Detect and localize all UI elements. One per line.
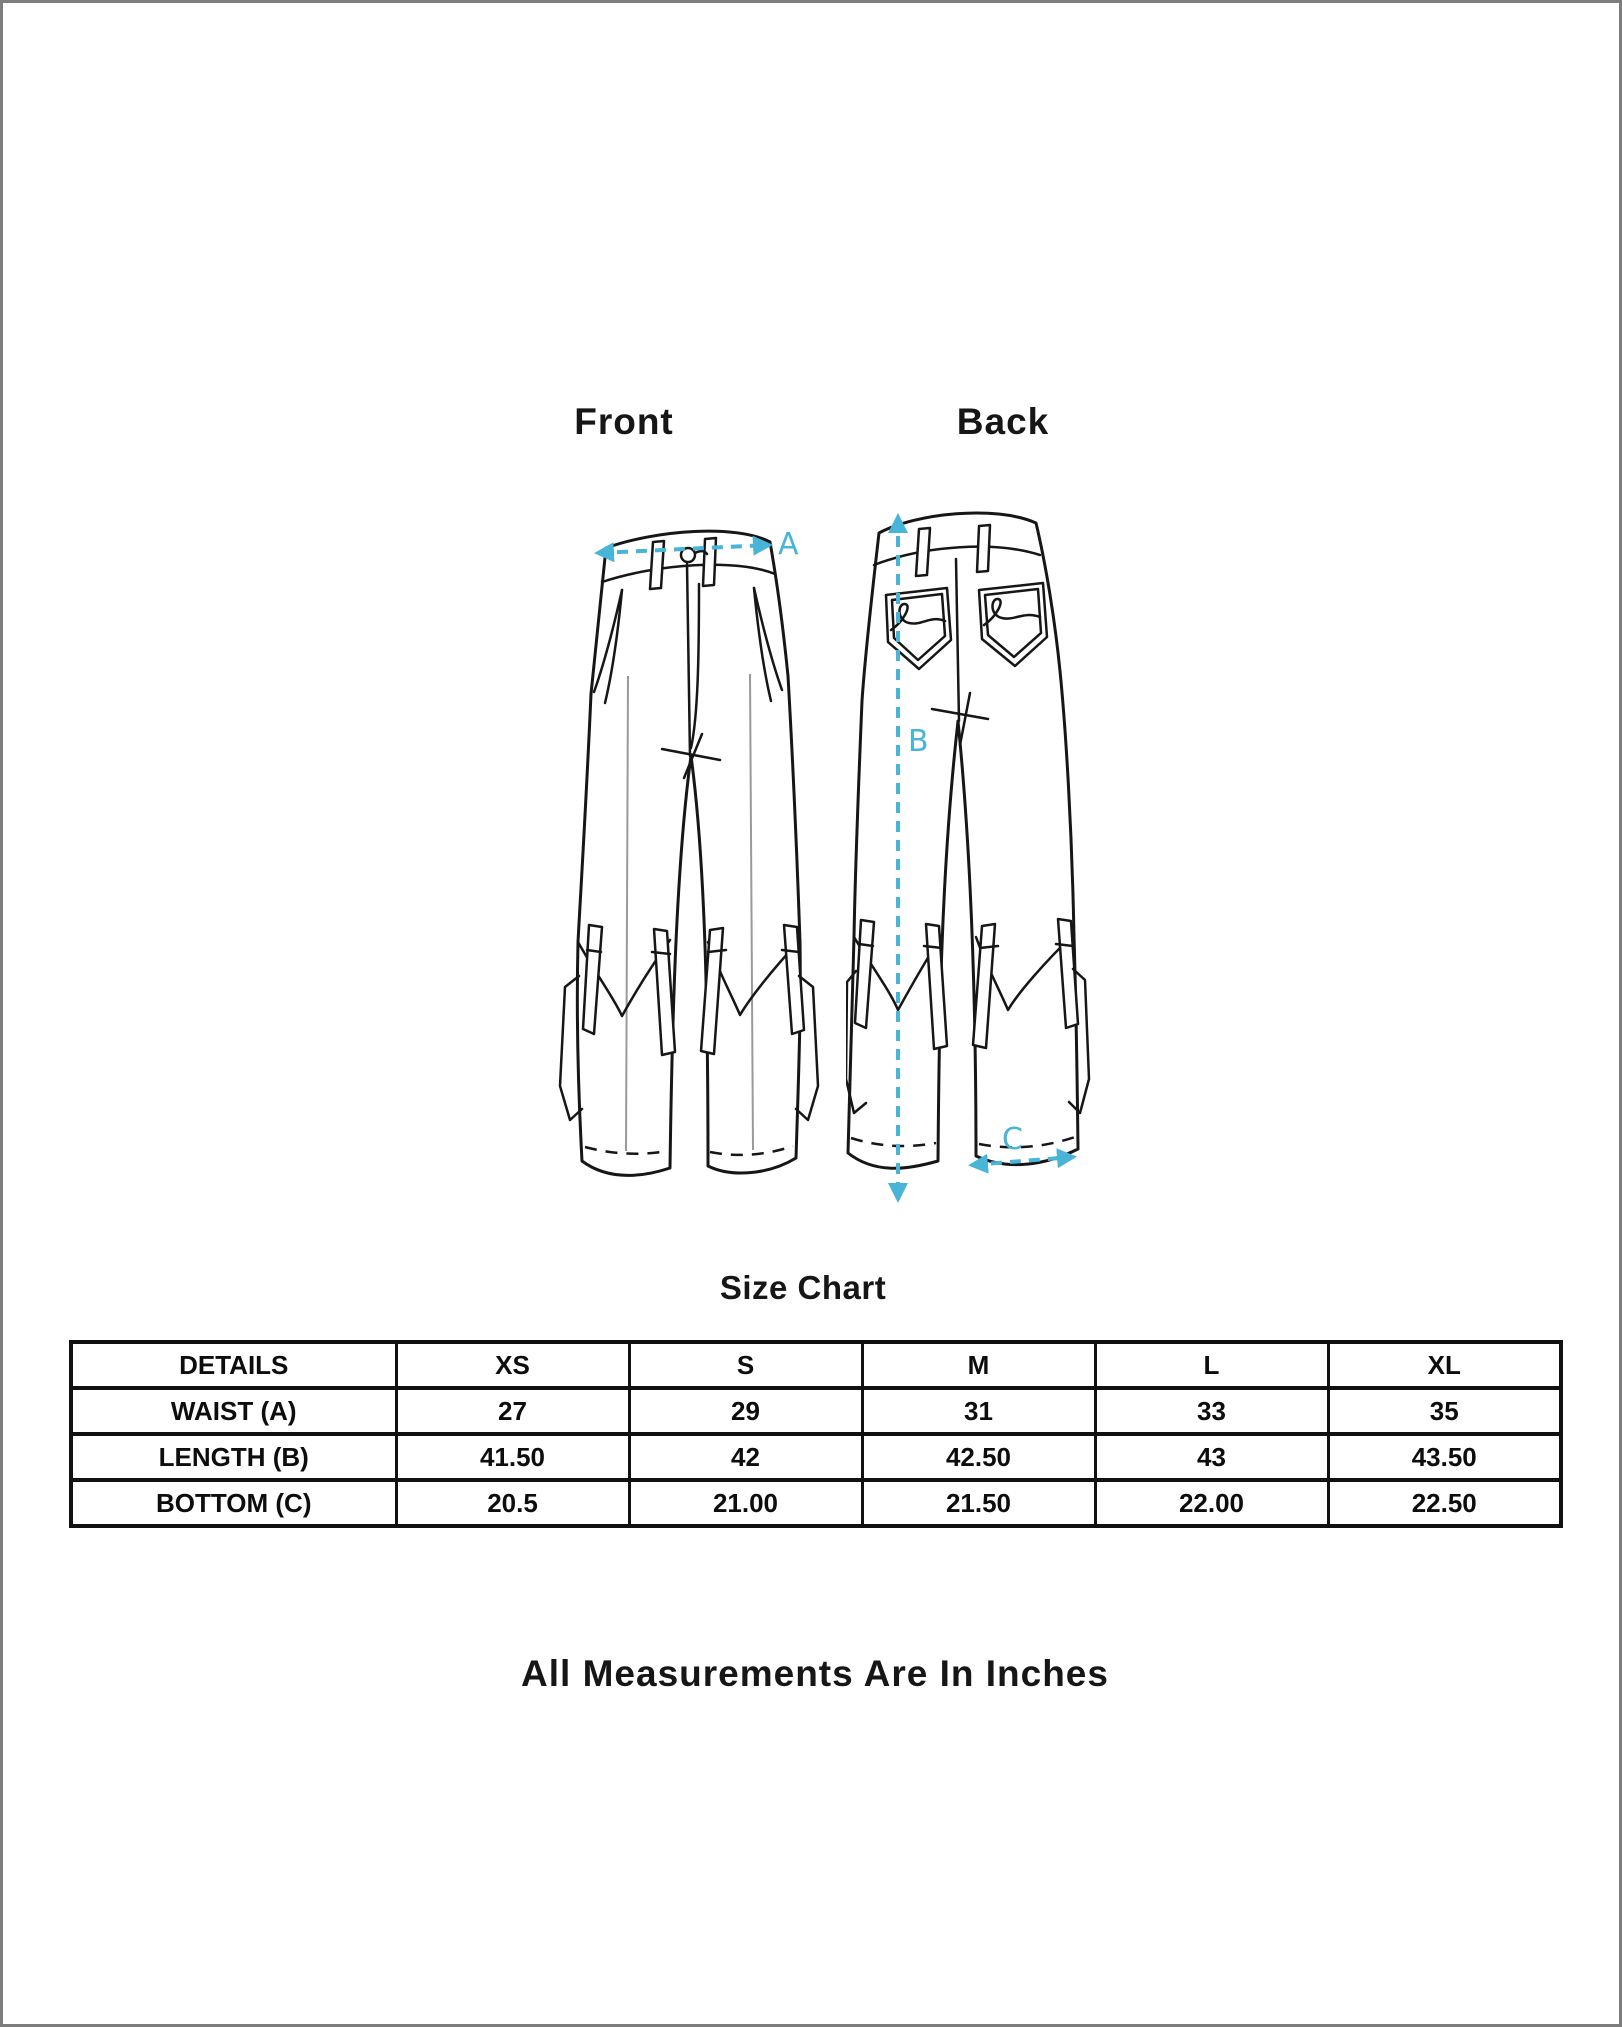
size-chart-title: Size Chart bbox=[719, 1269, 887, 1306]
table-cell: 20.5 bbox=[396, 1480, 629, 1526]
row-label-cell: BOTTOM (C) bbox=[71, 1480, 396, 1526]
table-cell: 31 bbox=[862, 1388, 1095, 1434]
measure-b-label: B bbox=[908, 724, 929, 759]
table-header-cell: M bbox=[862, 1342, 1095, 1388]
table-cell: 33 bbox=[1095, 1388, 1328, 1434]
front-pants-diagram bbox=[556, 506, 832, 1212]
table-cell: 27 bbox=[396, 1388, 629, 1434]
table-header-cell: XL bbox=[1328, 1342, 1561, 1388]
front-view-label: Front bbox=[574, 401, 674, 442]
measure-c-label: C bbox=[1002, 1122, 1023, 1157]
back-pants-diagram bbox=[846, 501, 1128, 1213]
table-cell: 43 bbox=[1095, 1434, 1328, 1480]
measure-a-label: A bbox=[778, 527, 799, 562]
table-cell: 42 bbox=[629, 1434, 862, 1480]
row-label-cell: LENGTH (B) bbox=[71, 1434, 396, 1480]
table-row bbox=[71, 1480, 1561, 1526]
table-cell: 21.50 bbox=[862, 1480, 1095, 1526]
table-header-cell: DETAILS bbox=[71, 1342, 396, 1388]
table-cell: 35 bbox=[1328, 1388, 1561, 1434]
front-pants-outline bbox=[560, 531, 818, 1175]
table-cell: 22.00 bbox=[1095, 1480, 1328, 1526]
table-header-cell: L bbox=[1095, 1342, 1328, 1388]
table-row bbox=[71, 1388, 1561, 1434]
table-header-row bbox=[71, 1342, 1561, 1388]
table-cell: 21.00 bbox=[629, 1480, 862, 1526]
row-label-cell: WAIST (A) bbox=[71, 1388, 396, 1434]
table-header-cell: XS bbox=[396, 1342, 629, 1388]
table-cell: 42.50 bbox=[862, 1434, 1095, 1480]
table-cell: 43.50 bbox=[1328, 1434, 1561, 1480]
table-cell: 29 bbox=[629, 1388, 862, 1434]
table-cell: 22.50 bbox=[1328, 1480, 1561, 1526]
back-pants-outline bbox=[846, 513, 1089, 1168]
table-cell: 41.50 bbox=[396, 1434, 629, 1480]
table-row bbox=[71, 1434, 1561, 1480]
back-view-label: Back bbox=[956, 401, 1050, 442]
measurement-unit-note: All Measurements Are In Inches bbox=[521, 1653, 1109, 1694]
size-chart-table bbox=[69, 1340, 1563, 1528]
table-header-cell: S bbox=[629, 1342, 862, 1388]
